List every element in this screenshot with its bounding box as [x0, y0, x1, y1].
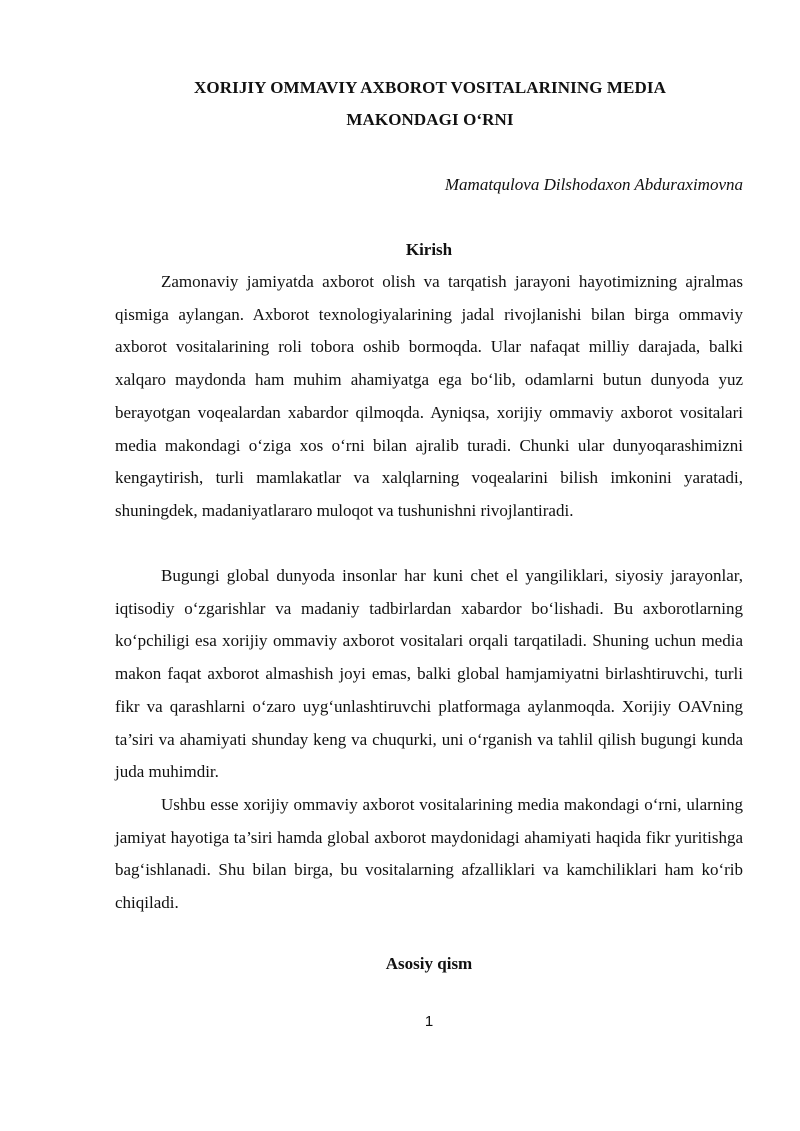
page-number: 1 — [424, 1013, 434, 1030]
document-title-line-1: XORIJIY OMMAVIY AXBOROT VOSITALARINING MEDIA — [194, 78, 666, 97]
paragraph: Bugungi global dunyoda insonlar har kuni chet el yangiliklari, siyosiy jarayonlar, iqtisodiy o‘zgarishlar va madaniy tadbirlardan xabardor bo‘lishadi. Bu axborotlarning ko‘pchiligi esa xorijiy ommaviy axborot vositalari orqali tarqatiladi. Shuning uchun media makon faqat axborot almashish joyi emas, balki global hamjamiyatni birlashtiruvchi, turli fikr va qarashlarni o‘zaro uyg‘unlashtiruvchi platformaga aylanmoqda. Xorijiy OAVning ta’siri va ahamiyati shunday keng va chuqurki, uni o‘rganish va tahlil qilish bugungi kunda juda muhimdir. — [115, 566, 743, 782]
paragraph: Ushbu esse xorijiy ommaviy axborot vositalarining media makondagi o‘rni, ularning jamiyat hayotiga ta’siri hamda global axborot maydonidagi ahamiyati haqida fikr yuritishga bag‘ishlanadi. Shu bilan birga, bu vositalarning afzalliklari va kamchiliklari ham ko‘rib chiqiladi. — [115, 795, 743, 913]
paragraph-1-container — [115, 266, 743, 528]
paragraph-2-container — [115, 560, 743, 789]
paragraph: Zamonaviy jamiyatda axborot olish va tarqatish jarayoni hayotimizning ajralmas qismiga aylangan. Axborot texnologiyalarining jadal rivojlanishi bilan birga ommaviy axborot vositalarining roli tobora oshib bormoqda. Ular nafaqat milliy darajada, balki xalqaro maydonda ham muhim ahamiyatga ega bo‘lib, odamlarni butun dunyoda yuz berayotgan voqealardan xabardor qilmoqda. Ayniqsa, xorijiy ommaviy axborot vositalari media makondagi o‘ziga xos o‘rni bilan ajralib turadi. Chunki ular dunyoqarashimizni kengaytirish, turli mamlakatlar va xalqlarning voqealarini bilish imkonini yaratadi, shuningdek, madaniyatlararo muloqot va tushunishni rivojlantiradi. — [115, 272, 743, 520]
section-heading-intro: Kirish — [405, 240, 453, 259]
author-name: Mamatqulova Dilshodaxon Abduraximovna — [444, 175, 743, 194]
section-heading-main: Asosiy qism — [385, 954, 473, 973]
paragraph-3-container — [115, 789, 743, 920]
document-title-line-2: MAKONDAGI O‘RNI — [346, 110, 514, 129]
